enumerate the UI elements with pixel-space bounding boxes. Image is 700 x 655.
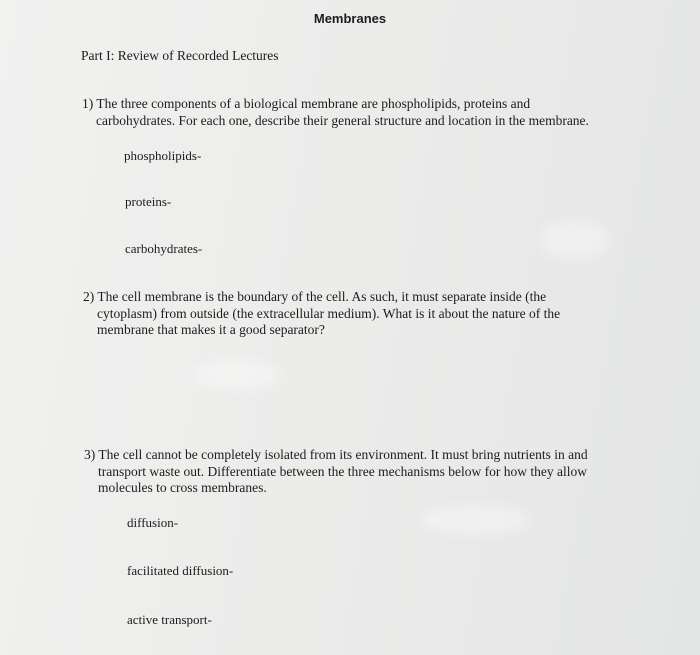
question-2 [83, 289, 560, 339]
question-1 [82, 96, 589, 129]
question-3-line-3: molecules to cross membranes. [98, 480, 267, 495]
question-1-line-1: 1) The three components of a biological membrane are phospholipids, proteins and [82, 96, 531, 111]
prompt-phospholipids: phospholipids- [124, 148, 202, 163]
prompt-diffusion: diffusion- [127, 515, 179, 530]
question-1-line-2: carbohydrates. For each one, describe their general structure and location in the membrane. [96, 112, 589, 128]
question-2-line-2: cytoplasm) from outside (the extracellular medium). What is it about the nature of the [97, 305, 561, 321]
prompt-facilitated-diffusion: facilitated diffusion- [127, 563, 234, 578]
question-2-line-1: 2) The cell membrane is the boundary of the cell. As such, it must separate inside (the [83, 289, 547, 304]
prompt-proteins: proteins- [125, 194, 172, 209]
part-heading: Part I: Review of Recorded Lectures [81, 48, 279, 63]
question-3-line-2: transport waste out. Differentiate between the three mechanisms below for how they allow [98, 463, 587, 479]
prompt-carbohydrates: carbohydrates- [125, 241, 203, 256]
prompt-active-transport: active transport- [127, 612, 212, 627]
question-3 [84, 447, 588, 497]
question-3-line-1: 3) The cell cannot be completely isolated from its environment. It must bring nutrients in and [84, 447, 588, 462]
question-2-line-3: membrane that makes it a good separator? [97, 322, 325, 337]
page-title: Membranes [313, 11, 387, 26]
paper-glare [190, 360, 280, 390]
paper-glare [540, 220, 610, 260]
paper-glare [420, 505, 530, 535]
